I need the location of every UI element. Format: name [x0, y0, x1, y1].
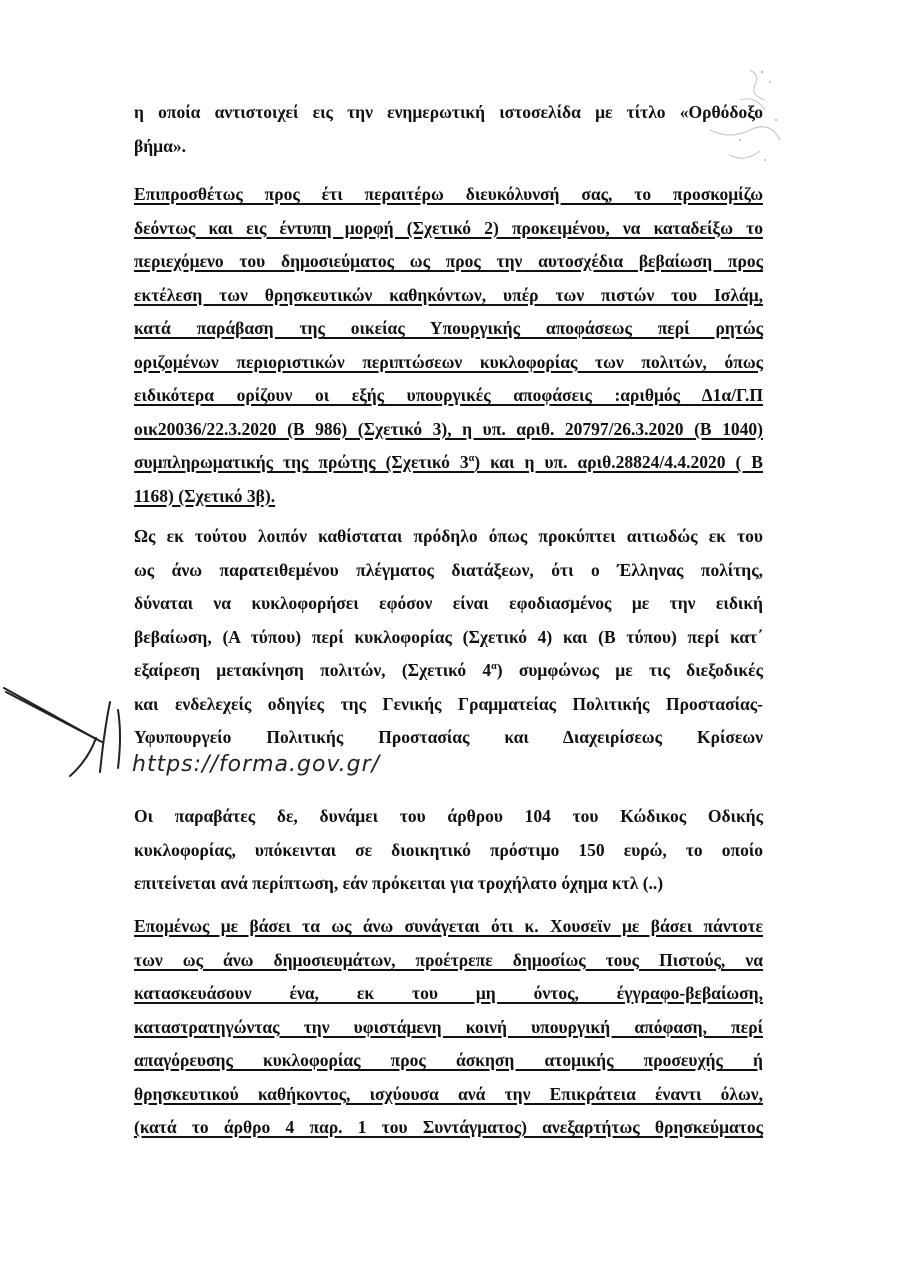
text-line: των ως άνω δημοσιευμάτων, προέτρεπε δημοσίως τους Πιστούς, να	[134, 949, 763, 970]
text-segment: εξαίρεση μετακίνηση πολιτών, (Σχετικό 4	[134, 660, 492, 680]
text-line: δεόντως και εις έντυπη μορφή (Σχετικό 2) προκειμένου, να καταδείξω το	[134, 217, 763, 238]
text-line: βήμα».	[134, 135, 186, 156]
text-line: Επομένως με βάσει τα ως άνω συνάγεται ότι κ. Χουσεϊν με βάσει πάντοτε	[134, 916, 763, 936]
text-line: δύναται να κυκλοφορήσει εφόσον είναι εφοδιασμένος με την ειδική	[134, 593, 763, 613]
paragraph-5	[134, 910, 763, 1145]
text-line: κατασκευάσουν ένα, εκ του μη όντος, έγγραφο-βεβαίωση,	[134, 983, 763, 1003]
text-line: Οι παραβάτες δε, δυνάμει του άρθρου 104 του Κώδικος Οδικής	[134, 806, 763, 826]
text-segment: ) και η υπ. αριθ.28824/4.4.2020 ( Β	[474, 452, 763, 472]
text-line: η οποία αντιστοιχεί εις την ενημερωτική ιστοσελίδα με τίτλο «Ορθόδοξο	[134, 102, 763, 122]
text-line: εκτέλεση των θρησκευτικών καθηκόντων, υπέρ των πιστών του Ισλάμ,	[134, 284, 763, 305]
paragraph-2	[134, 178, 763, 513]
text-line: περιεχόμενο του δημοσιεύματος ως προς την αυτοσχέδια βεβαίωση προς	[134, 251, 763, 271]
paragraph-1	[134, 96, 763, 163]
paragraph-4	[134, 800, 763, 901]
text-line: κυκλοφορίας, υπόκεινται σε διοικητικό πρόστιμο 150 ευρώ, το οποίο	[134, 839, 763, 860]
text-line: 1168) (Σχετικό 3β).	[134, 485, 276, 506]
text-segment: ) συμφώνως με τις διεξοδικές	[496, 660, 763, 680]
text-line: (κατά το άρθρο 4 παρ. 1 του Συντάγματος) ανεξαρτήτως θρησκεύματος	[134, 1117, 763, 1137]
text-line: θρησκευτικού καθήκοντος, ισχύουσα ανά την Επικράτεια έναντι όλων,	[134, 1083, 763, 1104]
text-line: Επιπροσθέτως προς έτι περαιτέρω διευκόλυνσή σας, το προσκομίζω	[134, 184, 763, 204]
text-segment: συμπληρωματικής της πρώτης (Σχετικό 3	[134, 452, 469, 472]
text-line: ειδικότερα ορίζουν οι εξής υπουργικές αποφάσεις :αριθμός Δ1α/Γ.Π	[134, 385, 763, 405]
superscript: α	[468, 453, 475, 465]
text-line: οριζομένων περιοριστικών περιπτώσεων κυκλοφορίας των πολιτών, όπως	[134, 351, 763, 372]
text-line: κατά παράβαση της οικείας Υπουργικής αποφάσεως περί ρητώς	[134, 318, 763, 338]
paragraph-3	[134, 520, 763, 755]
text-line: Υφυπουργείο Πολιτικής Προστασίας και Διαχειρίσεως Κρίσεων	[134, 727, 763, 747]
text-line: οικ20036/22.3.2020 (Β 986) (Σχετικό 3), η υπ. αριθ. 20797/26.3.2020 (Β 1040)	[134, 418, 763, 439]
text-line: καταστρατηγώντας την υφιστάμενη κοινή υπουργική απόφαση, περί	[134, 1016, 763, 1037]
text-line: βεβαίωση, (Α τύπου) περί κυκλοφορίας (Σχετικό 4) και (Β τύπου) περί κατ΄	[134, 626, 763, 647]
text-line: και ενδελεχείς οδηγίες της Γενικής Γραμματείας Πολιτικής Προστασίας-	[134, 693, 763, 714]
text-line	[134, 654, 763, 688]
text-line: Ως εκ τούτου λοιπόν καθίσταται πρόδηλο όπως προκύπτει αιτιωδώς εκ του	[134, 526, 763, 546]
text-line: επιτείνεται ανά περίπτωση, εάν πρόκειται για τροχήλατο όχημα κτλ (..)	[134, 873, 664, 893]
text-line: απαγόρευσης κυκλοφορίας προς άσκηση ατομικής προσευχής ή	[134, 1050, 763, 1070]
text-line: ως άνω παρατειθεμένου πλέγματος διατάξεων, ότι ο Έλληνας πολίτης,	[134, 559, 763, 580]
margin-pen-mark	[0, 680, 150, 780]
handwritten-url: https://forma.gov.gr/	[132, 752, 381, 777]
text-line	[134, 446, 763, 480]
superscript: α	[491, 661, 497, 673]
